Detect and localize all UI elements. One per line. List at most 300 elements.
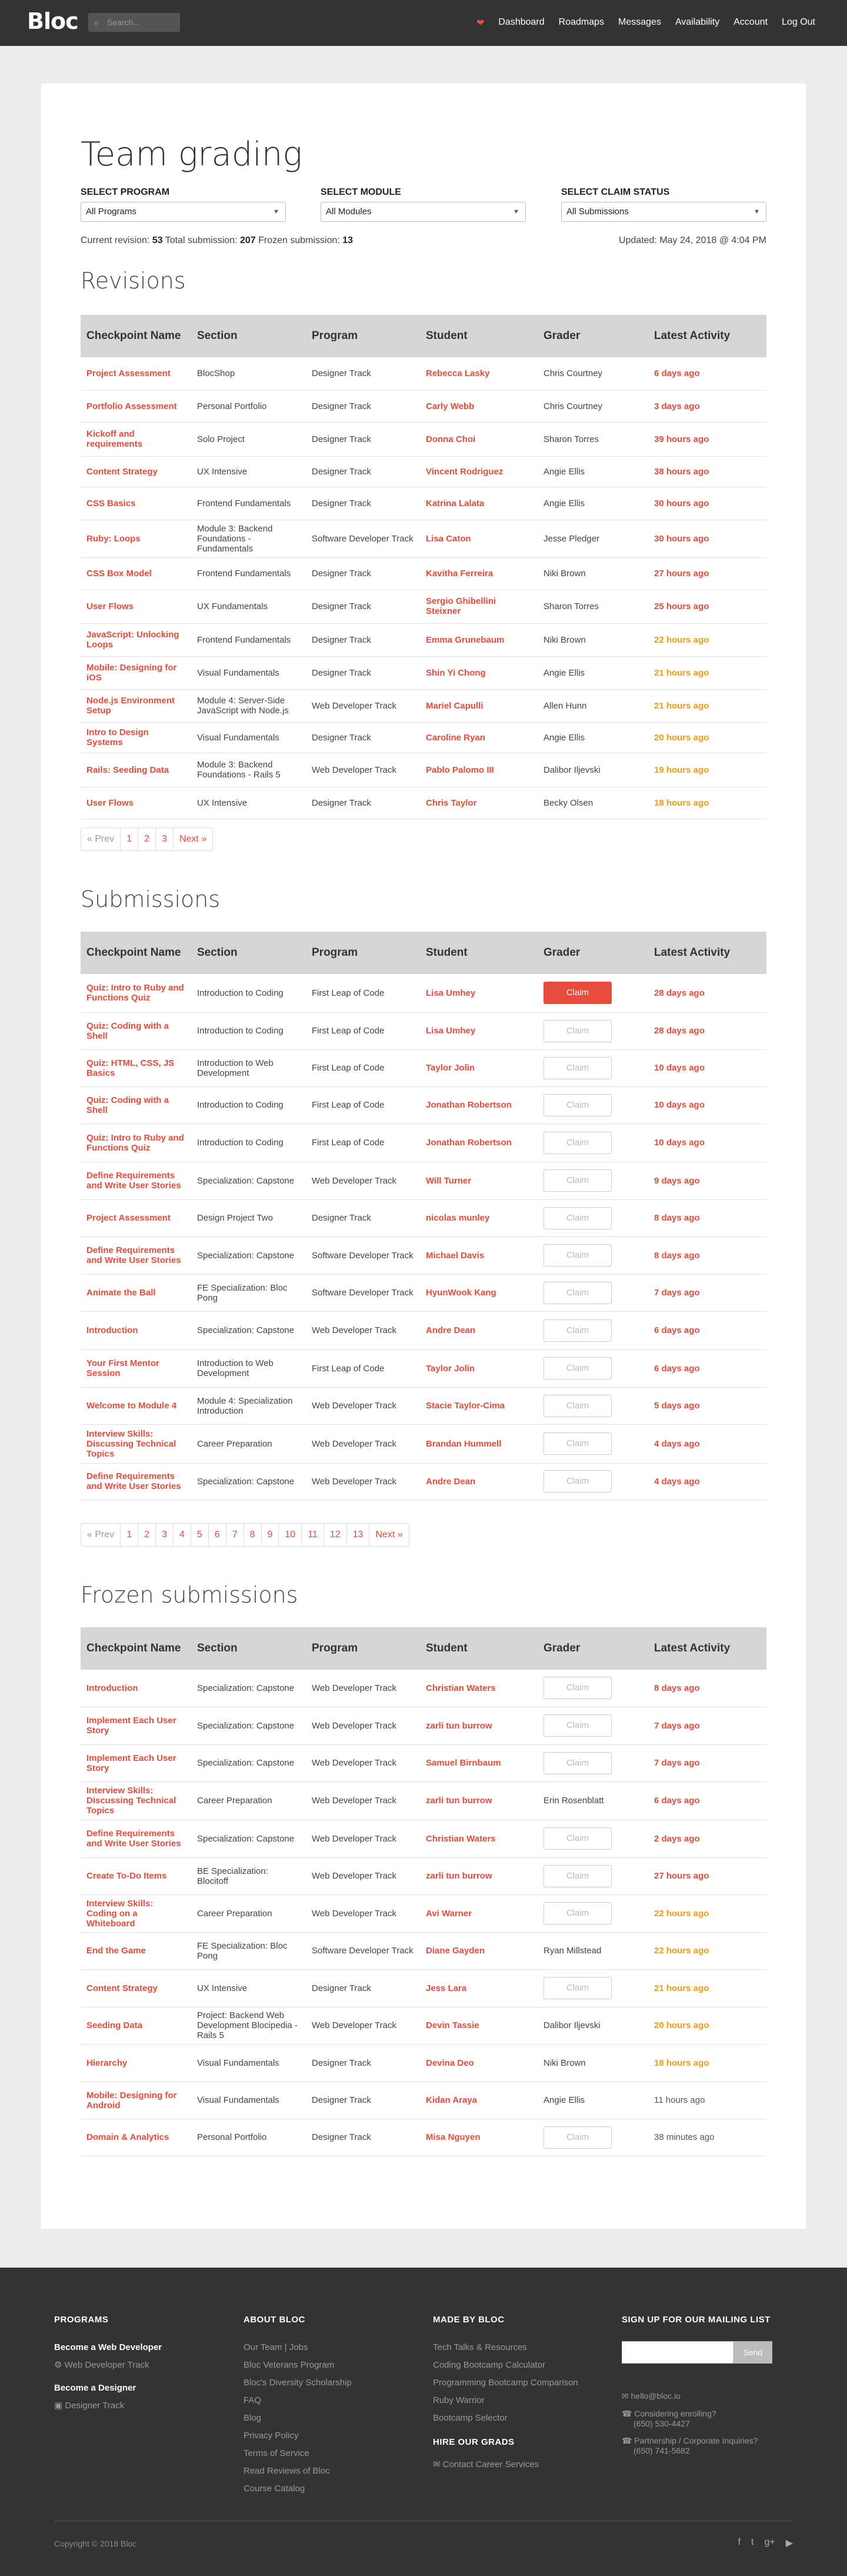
grader-cell: Niki Brown xyxy=(538,557,648,589)
footer-link[interactable]: Bloc's Diversity Scholarship xyxy=(244,2378,352,2388)
claim-button[interactable]: Claim xyxy=(543,1169,612,1192)
footer-enroll-phone[interactable]: (650) 530-4427 xyxy=(633,2419,690,2428)
section-cell: Specialization: Capstone xyxy=(191,1162,306,1199)
table-row xyxy=(81,753,766,787)
claim-button[interactable]: Claim xyxy=(543,1057,612,1079)
chevron-down-icon: ▼ xyxy=(273,208,279,215)
student-link[interactable]: Andre Dean xyxy=(420,1311,538,1350)
student-link[interactable]: Caroline Ryan xyxy=(420,722,538,753)
program-cell: Designer Track xyxy=(306,357,420,390)
program-cell: First Leap of Code xyxy=(306,1086,420,1124)
checkpoint-link[interactable]: User Flows xyxy=(81,589,191,623)
checkpoint-link[interactable]: Quiz: Coding with a Shell xyxy=(81,1086,191,1124)
status-select[interactable] xyxy=(561,202,766,222)
section-cell: Module 4: Specialization Introduction xyxy=(191,1387,306,1424)
revisions-table xyxy=(81,315,766,819)
checkpoint-link[interactable]: Rails: Seeding Data xyxy=(81,753,191,787)
student-link[interactable]: zarli tun burrow xyxy=(420,1707,538,1744)
student-link[interactable]: Christian Waters xyxy=(420,1820,538,1857)
table-row xyxy=(81,1744,766,1781)
student-link[interactable]: Emma Grunebaum xyxy=(420,623,538,656)
footer-link[interactable]: Tech Talks & Resources xyxy=(433,2342,527,2352)
claim-button[interactable]: Claim xyxy=(543,1677,612,1699)
search-placeholder: Search... xyxy=(107,18,141,27)
student-link[interactable]: Devina Deo xyxy=(420,2044,538,2082)
footer-link[interactable]: Course Catalog xyxy=(244,2484,305,2494)
page-link[interactable]: 1 xyxy=(121,1524,138,1546)
footer-web-track[interactable] xyxy=(54,2359,162,2370)
section-cell: Specialization: Capstone xyxy=(191,1670,306,1707)
table-row xyxy=(81,456,766,487)
program-cell: Designer Track xyxy=(306,2082,420,2119)
footer-link[interactable]: Read Reviews of Bloc xyxy=(244,2466,330,2476)
footer-link[interactable]: Terms of Service xyxy=(244,2448,309,2458)
page-link[interactable]: 10 xyxy=(279,1524,302,1546)
student-link[interactable]: Andre Dean xyxy=(420,1463,538,1500)
checkpoint-link[interactable]: End the Game xyxy=(81,1932,191,1969)
facebook-icon[interactable]: f xyxy=(738,2537,741,2547)
program-cell: First Leap of Code xyxy=(306,1124,420,1162)
twitter-icon[interactable]: t xyxy=(751,2537,754,2547)
page-link[interactable]: 11 xyxy=(302,1524,324,1546)
section-cell: Personal Portfolio xyxy=(191,390,306,422)
copyright: Copyright © 2018 Bloc xyxy=(54,2539,137,2548)
program-cell: Web Developer Track xyxy=(306,753,420,787)
page-link[interactable]: 7 xyxy=(226,1524,244,1546)
mailing-send-button[interactable]: Send xyxy=(733,2341,772,2364)
section-cell: Personal Portfolio xyxy=(191,2119,306,2156)
table-row xyxy=(81,1311,766,1350)
student-link[interactable]: Chris Taylor xyxy=(420,787,538,819)
page-link[interactable]: 13 xyxy=(347,1524,370,1546)
program-cell: Software Developer Track xyxy=(306,1237,420,1274)
claim-button[interactable]: Claim xyxy=(543,1094,612,1116)
checkpoint-link[interactable]: Implement Each User Story xyxy=(81,1744,191,1781)
image-icon: ▣ xyxy=(54,2401,65,2411)
checkpoint-link[interactable]: Interview Skills: Discussing Technical Topics xyxy=(81,1781,191,1820)
grader-cell xyxy=(538,1969,648,2007)
student-link[interactable]: Pablo Palomo III xyxy=(420,753,538,787)
mailing-form xyxy=(622,2341,772,2364)
section-cell: BE Specialization: Blocitoff xyxy=(191,1857,306,1894)
revisions-title: Revisions xyxy=(81,268,186,294)
nav-links xyxy=(476,17,815,29)
student-link[interactable]: Rebecca Lasky xyxy=(420,357,538,390)
table-row xyxy=(81,1932,766,1969)
checkpoint-link[interactable]: Introduction xyxy=(81,1670,191,1707)
checkpoint-link[interactable]: Portfolio Assessment xyxy=(81,390,191,422)
student-link[interactable]: Kidan Araya xyxy=(420,2082,538,2119)
student-link[interactable]: Lisa Umhey xyxy=(420,1012,538,1049)
bloc-logo[interactable]: Bloc xyxy=(27,8,78,34)
student-link[interactable]: Mariel Capulli xyxy=(420,689,538,722)
latest-activity: 4 days ago xyxy=(648,1424,766,1463)
checkpoint-link[interactable]: Implement Each User Story xyxy=(81,1707,191,1744)
checkpoint-link[interactable]: Define Requirements and Write User Stories xyxy=(81,1820,191,1857)
column-header: Program xyxy=(306,1627,420,1670)
checkpoint-link[interactable]: Project Assessment xyxy=(81,1199,191,1237)
student-link[interactable]: Jonathan Robertson xyxy=(420,1124,538,1162)
student-link[interactable]: Donna Choi xyxy=(420,422,538,456)
latest-activity: 6 days ago xyxy=(648,357,766,390)
nav-dashboard[interactable]: Dashboard xyxy=(498,17,545,27)
student-link[interactable]: nicolas munley xyxy=(420,1199,538,1237)
checkpoint-link[interactable]: Interview Skills: Coding on a Whiteboard xyxy=(81,1894,191,1932)
module-label: SELECT MODULE xyxy=(321,187,401,197)
footer-designer-track-label: Designer Track xyxy=(65,2401,125,2411)
latest-activity: 7 days ago xyxy=(648,1744,766,1781)
program-cell: Web Developer Track xyxy=(306,1781,420,1820)
program-cell: Designer Track xyxy=(306,656,420,689)
table-row xyxy=(81,787,766,819)
table-row xyxy=(81,1857,766,1894)
grader-cell xyxy=(538,1012,648,1049)
table-row xyxy=(81,520,766,557)
checkpoint-link[interactable]: Node.js Environment Setup xyxy=(81,689,191,722)
program-cell: Web Developer Track xyxy=(306,1463,420,1500)
table-row xyxy=(81,390,766,422)
table-row xyxy=(81,689,766,722)
claim-button[interactable]: Claim xyxy=(543,982,612,1004)
current-revision-label: Current revision: xyxy=(81,235,150,245)
section-cell: Introduction to Coding xyxy=(191,1124,306,1162)
program-cell: Designer Track xyxy=(306,1199,420,1237)
table-row xyxy=(81,656,766,689)
checkpoint-link[interactable]: Quiz: HTML, CSS, JS Basics xyxy=(81,1049,191,1086)
grader-cell: Niki Brown xyxy=(538,623,648,656)
program-cell: Designer Track xyxy=(306,2044,420,2082)
footer-designer-track[interactable] xyxy=(54,2400,162,2411)
nav-account[interactable]: Account xyxy=(733,17,768,27)
checkpoint-link[interactable]: Welcome to Module 4 xyxy=(81,1387,191,1424)
section-cell: Frontend Fundamentals xyxy=(191,487,306,520)
checkpoint-link[interactable]: Your First Mentor Session xyxy=(81,1350,191,1387)
footer-link[interactable]: FAQ xyxy=(244,2395,262,2405)
column-header: Section xyxy=(191,315,306,357)
grader-cell: Dalibor Iljevski xyxy=(538,753,648,787)
chevron-down-icon: ▼ xyxy=(753,208,760,215)
footer-enroll xyxy=(622,2409,758,2419)
submissions-table xyxy=(81,932,766,1500)
student-link[interactable]: zarli tun burrow xyxy=(420,1781,538,1820)
claim-button[interactable]: Claim xyxy=(543,1319,612,1342)
table-row xyxy=(81,1424,766,1463)
checkpoint-link[interactable]: CSS Box Model xyxy=(81,557,191,589)
claim-button[interactable]: Claim xyxy=(543,1207,612,1229)
latest-activity: 20 hours ago xyxy=(648,722,766,753)
checkpoint-link[interactable]: Mobile: Designing for Android xyxy=(81,2082,191,2119)
grader-cell: Angie Ellis xyxy=(538,722,648,753)
checkpoint-link[interactable]: Project Assessment xyxy=(81,357,191,390)
nav-roadmaps[interactable]: Roadmaps xyxy=(558,17,605,27)
claim-button[interactable]: Claim xyxy=(543,2126,612,2149)
page-link[interactable]: 2 xyxy=(138,1524,156,1546)
student-link[interactable]: zarli tun burrow xyxy=(420,1857,538,1894)
column-header: Section xyxy=(191,932,306,974)
checkpoint-link[interactable]: Quiz: Coding with a Shell xyxy=(81,1012,191,1049)
youtube-icon[interactable]: ▶ xyxy=(785,2538,793,2548)
checkpoint-link[interactable]: Define Requirements and Write User Stories xyxy=(81,1162,191,1199)
student-link[interactable]: Lisa Caton xyxy=(420,520,538,557)
latest-activity: 22 hours ago xyxy=(648,1894,766,1932)
column-header: Grader xyxy=(538,932,648,974)
checkpoint-link[interactable]: JavaScript: Unlocking Loops xyxy=(81,623,191,656)
grader-cell xyxy=(538,1894,648,1932)
footer-email-label: hello@bloc.io xyxy=(631,2391,681,2401)
checkpoint-link[interactable]: Interview Skills: Discussing Technical Topics xyxy=(81,1424,191,1463)
table-row xyxy=(81,1237,766,1274)
claim-button[interactable]: Claim xyxy=(543,1902,612,1924)
checkpoint-link[interactable]: Quiz: Intro to Ruby and Functions Quiz xyxy=(81,974,191,1012)
footer-partner xyxy=(622,2436,758,2446)
mailing-email-input[interactable] xyxy=(622,2341,733,2364)
grader-cell xyxy=(538,1424,648,1463)
module-select[interactable] xyxy=(321,202,526,222)
checkpoint-link[interactable]: Mobile: Designing for iOS xyxy=(81,656,191,689)
student-link[interactable]: Diane Gayden xyxy=(420,1932,538,1969)
footer-contact-career-label: Contact Career Services xyxy=(442,2459,539,2469)
table-row xyxy=(81,1463,766,1500)
table-header-row xyxy=(81,932,766,974)
checkpoint-link[interactable]: Intro to Design Systems xyxy=(81,722,191,753)
program-cell: Web Developer Track xyxy=(306,2007,420,2044)
claim-button[interactable]: Claim xyxy=(543,1132,612,1154)
latest-activity: 8 days ago xyxy=(648,1237,766,1274)
claim-button[interactable]: Claim xyxy=(543,1470,612,1493)
grader-cell xyxy=(538,1857,648,1894)
section-cell: Introduction to Coding xyxy=(191,1086,306,1124)
footer-mailing-title: SIGN UP FOR OUR MAILING LIST xyxy=(622,2315,771,2325)
student-link[interactable]: Katrina Lalata xyxy=(420,487,538,520)
latest-activity: 9 days ago xyxy=(648,1162,766,1199)
footer-link[interactable]: Coding Bootcamp Calculator xyxy=(433,2360,545,2370)
checkpoint-link[interactable]: Create To-Do Items xyxy=(81,1857,191,1894)
table-row xyxy=(81,1781,766,1820)
checkpoint-link[interactable]: Seeding Data xyxy=(81,2007,191,2044)
column-header: Latest Activity xyxy=(648,315,766,357)
latest-activity: 8 days ago xyxy=(648,1199,766,1237)
footer-link[interactable]: Bloc Veterans Program xyxy=(244,2360,335,2370)
footer-contact-career[interactable] xyxy=(433,2459,578,2469)
checkpoint-link[interactable]: Domain & Analytics xyxy=(81,2119,191,2156)
claim-button[interactable]: Claim xyxy=(543,1752,612,1774)
program-select[interactable] xyxy=(81,202,286,222)
checkpoint-link[interactable]: Content Strategy xyxy=(81,456,191,487)
page-link[interactable]: « Prev xyxy=(81,1524,121,1546)
footer-designer[interactable]: Become a Designer xyxy=(54,2383,136,2393)
search-input[interactable] xyxy=(88,13,180,32)
checkpoint-link[interactable]: Hierarchy xyxy=(81,2044,191,2082)
section-cell: Module 3: Backend Foundations - Fundamentals xyxy=(191,520,306,557)
student-link[interactable]: Jonathan Robertson xyxy=(420,1086,538,1124)
latest-activity: 6 days ago xyxy=(648,1311,766,1350)
submissions-pagination xyxy=(81,1523,409,1547)
google-plus-icon[interactable]: g+ xyxy=(764,2537,775,2547)
section-cell: Specialization: Capstone xyxy=(191,1463,306,1500)
student-link[interactable]: Avi Warner xyxy=(420,1894,538,1932)
latest-activity: 21 hours ago xyxy=(648,1969,766,2007)
student-link[interactable]: Vincent Rodriguez xyxy=(420,456,538,487)
grader-cell xyxy=(538,1707,648,1744)
student-link[interactable]: Michael Davis xyxy=(420,1237,538,1274)
latest-activity: 21 hours ago xyxy=(648,656,766,689)
latest-activity: 10 days ago xyxy=(648,1086,766,1124)
checkpoint-link[interactable]: Quiz: Intro to Ruby and Functions Quiz xyxy=(81,1124,191,1162)
student-link[interactable]: Kavitha Ferreira xyxy=(420,557,538,589)
student-link[interactable]: Samuel Birnbaum xyxy=(420,1744,538,1781)
latest-activity: 10 days ago xyxy=(648,1049,766,1086)
latest-activity: 18 hours ago xyxy=(648,2044,766,2082)
latest-activity: 21 hours ago xyxy=(648,689,766,722)
student-link[interactable]: Taylor Jolin xyxy=(420,1350,538,1387)
claim-button[interactable]: Claim xyxy=(543,1865,612,1887)
program-cell: Designer Track xyxy=(306,390,420,422)
section-cell: Solo Project xyxy=(191,422,306,456)
page-link[interactable]: 3 xyxy=(156,828,174,850)
grader-cell: Erin Rosenblatt xyxy=(538,1781,648,1820)
latest-activity: 22 hours ago xyxy=(648,623,766,656)
student-link[interactable]: Stacie Taylor-Cima xyxy=(420,1387,538,1424)
table-row xyxy=(81,2007,766,2044)
claim-button[interactable]: Claim xyxy=(543,1395,612,1417)
footer-partner-phone[interactable]: (650) 741-5682 xyxy=(633,2446,690,2455)
page-link[interactable]: 6 xyxy=(209,1524,226,1546)
section-cell: Design Project Two xyxy=(191,1199,306,1237)
top-nav xyxy=(0,0,847,46)
footer-link[interactable]: Ruby Warrior xyxy=(433,2395,485,2405)
page-link[interactable]: 4 xyxy=(174,1524,191,1546)
student-link[interactable]: Devin Tassie xyxy=(420,2007,538,2044)
nav-availability[interactable]: Availability xyxy=(675,17,720,27)
column-header: Checkpoint Name xyxy=(81,1627,191,1670)
latest-activity: 6 days ago xyxy=(648,1781,766,1820)
checkpoint-link[interactable]: Define Requirements and Write User Stories xyxy=(81,1237,191,1274)
student-link[interactable]: Shin Yi Chong xyxy=(420,656,538,689)
column-header: Program xyxy=(306,315,420,357)
footer-contact xyxy=(622,2391,758,2463)
table-row xyxy=(81,1274,766,1311)
program-cell: Designer Track xyxy=(306,787,420,819)
section-cell: Specialization: Capstone xyxy=(191,1744,306,1781)
page-link[interactable]: 1 xyxy=(121,828,138,850)
checkpoint-link[interactable]: Define Requirements and Write User Stories xyxy=(81,1463,191,1500)
grader-cell: Chris Courtney xyxy=(538,357,648,390)
table-row xyxy=(81,589,766,623)
page-link[interactable]: 3 xyxy=(156,1524,174,1546)
footer-link[interactable]: Bootcamp Selector xyxy=(433,2413,508,2423)
section-cell: Introduction to Web Development xyxy=(191,1049,306,1086)
footer-partner-label: Partnership / Corporate Inquiries? xyxy=(634,2436,758,2445)
checkpoint-link[interactable]: Ruby: Loops xyxy=(81,520,191,557)
section-cell: Visual Fundamentals xyxy=(191,2082,306,2119)
column-header: Grader xyxy=(538,1627,648,1670)
claim-button[interactable]: Claim xyxy=(543,1244,612,1267)
column-header: Program xyxy=(306,932,420,974)
table-row xyxy=(81,357,766,390)
program-cell: Web Developer Track xyxy=(306,689,420,722)
column-header: Student xyxy=(420,315,538,357)
grader-cell xyxy=(538,1162,648,1199)
page-link[interactable]: 12 xyxy=(324,1524,347,1546)
claim-button[interactable]: Claim xyxy=(543,1020,612,1042)
grader-cell: Niki Brown xyxy=(538,2044,648,2082)
grader-cell xyxy=(538,1463,648,1500)
page-link[interactable]: Next » xyxy=(375,1530,403,1540)
claim-button[interactable]: Claim xyxy=(543,1282,612,1304)
checkpoint-link[interactable]: Animate the Ball xyxy=(81,1274,191,1311)
heart-icon[interactable]: ❤ xyxy=(476,18,485,28)
section-cell: FE Specialization: Bloc Pong xyxy=(191,1932,306,1969)
page-link[interactable]: 8 xyxy=(244,1524,262,1546)
section-cell: Career Preparation xyxy=(191,1781,306,1820)
student-link[interactable]: Misa Nguyen xyxy=(420,2119,538,2156)
footer-link[interactable]: Blog xyxy=(244,2413,262,2423)
footer-programs-title: PROGRAMS xyxy=(54,2315,109,2325)
footer xyxy=(0,2268,847,2576)
page-link[interactable]: 9 xyxy=(262,1524,279,1546)
student-link[interactable]: Will Turner xyxy=(420,1162,538,1199)
grader-cell: Angie Ellis xyxy=(538,456,648,487)
claim-button[interactable]: Claim xyxy=(543,1977,612,1999)
student-link[interactable]: Brandan Hummell xyxy=(420,1424,538,1463)
footer-email[interactable] xyxy=(622,2391,758,2401)
program-cell: Designer Track xyxy=(306,1969,420,2007)
program-cell: Web Developer Track xyxy=(306,1894,420,1932)
student-link[interactable]: Jess Lara xyxy=(420,1969,538,2007)
student-link[interactable]: HyunWook Kang xyxy=(420,1274,538,1311)
footer-about xyxy=(244,2315,352,2501)
footer-link[interactable]: Our Team | Jobs xyxy=(244,2342,308,2352)
checkpoint-link[interactable]: Content Strategy xyxy=(81,1969,191,2007)
checkpoint-link[interactable]: Kickoff and requirements xyxy=(81,422,191,456)
checkpoint-link[interactable]: CSS Basics xyxy=(81,487,191,520)
footer-link[interactable]: Programming Bootcamp Comparison xyxy=(433,2378,578,2388)
table-row xyxy=(81,1670,766,1707)
claim-button[interactable]: Claim xyxy=(543,1357,612,1380)
footer-web-developer[interactable]: Become a Web Developer xyxy=(54,2342,162,2352)
section-cell: Visual Fundamentals xyxy=(191,656,306,689)
claim-button[interactable]: Claim xyxy=(543,1714,612,1737)
nav-logout[interactable]: Log Out xyxy=(782,17,815,27)
student-link[interactable]: Lisa Umhey xyxy=(420,974,538,1012)
grader-cell: Ryan Millstead xyxy=(538,1932,648,1969)
program-cell: Web Developer Track xyxy=(306,1820,420,1857)
checkpoint-link[interactable]: Introduction xyxy=(81,1311,191,1350)
page-link[interactable]: 2 xyxy=(138,828,156,850)
claim-button[interactable]: Claim xyxy=(543,1827,612,1850)
grader-cell: Sharon Torres xyxy=(538,589,648,623)
student-link[interactable]: Carly Webb xyxy=(420,390,538,422)
page-link[interactable]: « Prev xyxy=(81,828,121,850)
grader-cell: Allen Hunn xyxy=(538,689,648,722)
student-link[interactable]: Christian Waters xyxy=(420,1670,538,1707)
student-link[interactable]: Taylor Jolin xyxy=(420,1049,538,1086)
table-row xyxy=(81,1707,766,1744)
checkpoint-link[interactable]: User Flows xyxy=(81,787,191,819)
footer-link[interactable]: Privacy Policy xyxy=(244,2431,299,2441)
claim-button[interactable]: Claim xyxy=(543,1432,612,1455)
page-link[interactable]: 5 xyxy=(191,1524,209,1546)
student-link[interactable]: Sergio Ghibellini Steixner xyxy=(420,589,538,623)
footer-mailing xyxy=(622,2315,771,2342)
total-count: 207 xyxy=(239,235,256,245)
stats-line xyxy=(81,235,353,246)
phone-icon: ☎ xyxy=(622,2436,635,2445)
table-row xyxy=(81,1124,766,1162)
status-value: All Submissions xyxy=(566,207,629,217)
page-link[interactable]: Next » xyxy=(179,834,207,844)
nav-messages[interactable]: Messages xyxy=(618,17,661,27)
